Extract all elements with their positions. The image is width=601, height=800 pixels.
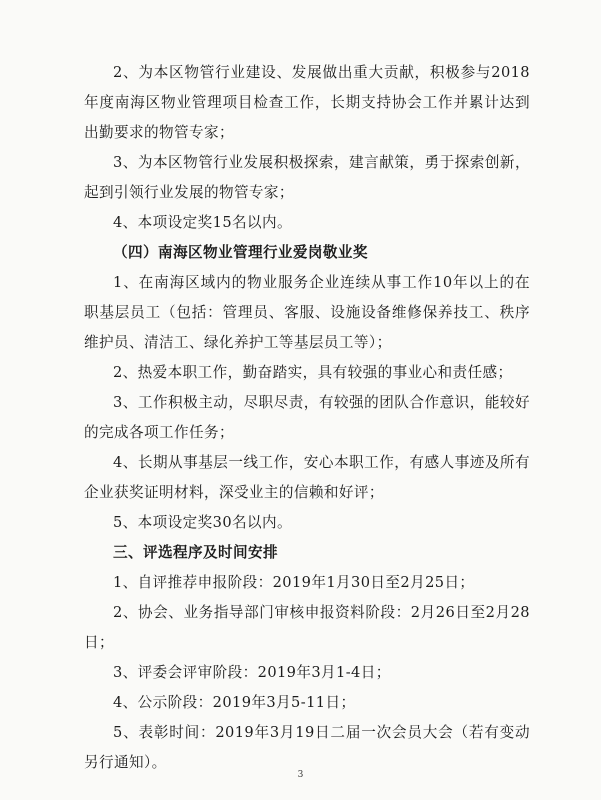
section-heading-dedication-award: （四）南海区物业管理行业爱岗敬业奖 bbox=[113, 244, 368, 261]
paragraph-dedication-criteria-1: 1、在南海区域内的物业服务企业连续从事工作10年以上的在职基层员工（包括：管理员、客服、设施设备维修保养技工、秩序维护员、清洁工、绿化养护工等基层员工等）； bbox=[84, 274, 530, 351]
page-number: 3 bbox=[297, 770, 304, 780]
paragraph-award-quota: 4、本项设定奖15名以内。 bbox=[113, 214, 292, 231]
paragraph-award-criteria-2: 2、为本区物管行业建设、发展做出重大贡献，积极参与2018年度南海区物业管理项目检查工作，长期支持协会工作并累计达到出勤要求的物管专家； bbox=[84, 64, 530, 141]
paragraph-schedule-1: 1、自评推荐申报阶段：2019年1月30日至2月25日； bbox=[113, 574, 475, 591]
paragraph-schedule-2: 2、协会、业务指导部门审核申报资料阶段：2月26日至2月28日； bbox=[84, 604, 530, 651]
document-body bbox=[84, 58, 530, 778]
paragraph-dedication-criteria-2: 2、热爱本职工作，勤奋踏实，具有较强的事业心和责任感； bbox=[113, 364, 513, 381]
paragraph-schedule-5: 5、表彰时间：2019年3月19日二届一次会员大会（若有变动另行通知）。 bbox=[84, 724, 530, 771]
paragraph-dedication-quota: 5、本项设定奖30名以内。 bbox=[113, 514, 292, 531]
paragraph-schedule-4: 4、公示阶段：2019年3月5-11日； bbox=[113, 694, 356, 711]
paragraph-dedication-criteria-4: 4、长期从事基层一线工作，安心本职工作，有感人事迹及所有企业获奖证明材料，深受业主的信赖和好评； bbox=[84, 454, 530, 501]
paragraph-award-criteria-3: 3、为本区物管行业发展积极探索，建言献策，勇于探索创新，起到引领行业发展的物管专家； bbox=[84, 154, 530, 201]
paragraph-dedication-criteria-3: 3、工作积极主动，尽职尽责，有较强的团队合作意识，能较好的完成各项工作任务； bbox=[84, 394, 530, 441]
section-heading-schedule: 三、评选程序及时间安排 bbox=[113, 544, 278, 561]
paragraph-schedule-3: 3、评委会评审阶段：2019年3月1-4日； bbox=[113, 664, 391, 681]
